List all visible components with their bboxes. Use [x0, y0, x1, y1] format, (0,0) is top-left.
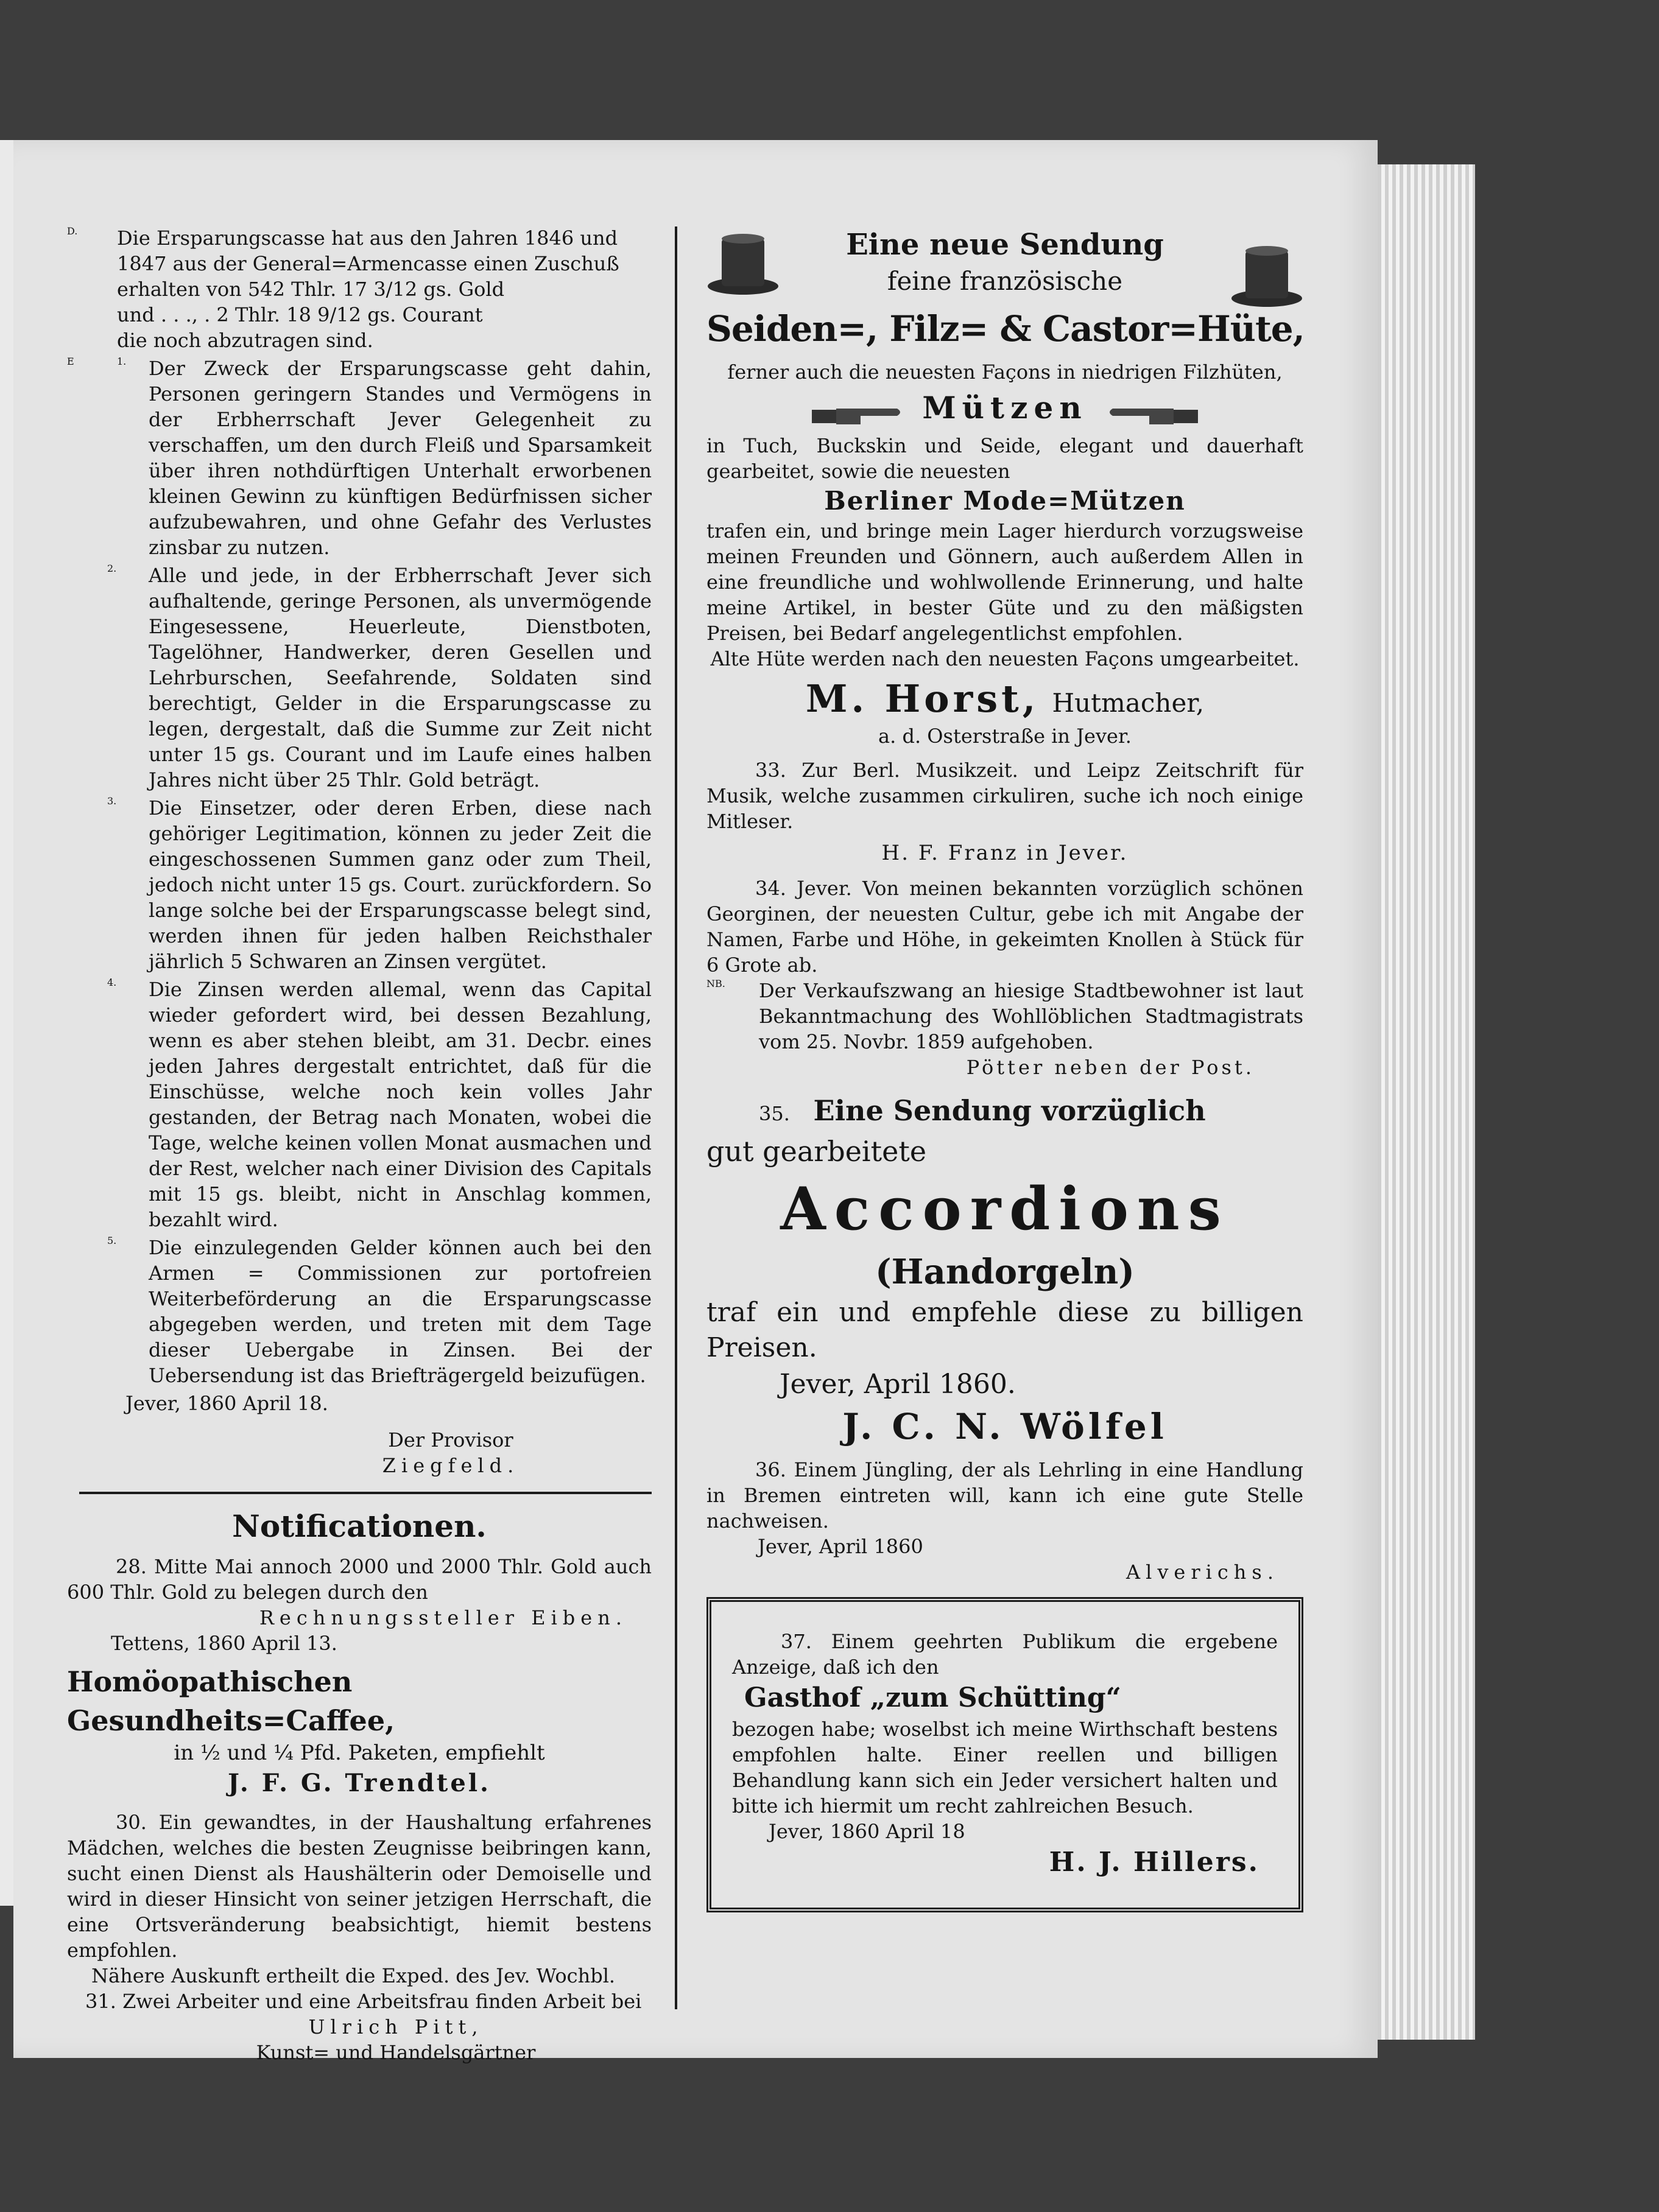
- notice-34: 34. Jever. Von meinen bekannten vorzüglich schönen Georginen, der neuesten Cultur, gebe ich mit Angabe der Namen, Farbe und Höhe, in gekeimten Knollen à Stück für 6 Grote ab.: [706, 876, 1303, 977]
- section-d: [67, 225, 652, 353]
- notice-31: 31. Zwei Arbeiter und eine Arbeitsfrau finden Arbeit bei: [85, 1990, 642, 2013]
- horst-signature: [706, 676, 1303, 721]
- section-rule: [79, 1492, 652, 1494]
- notice-30-info: Nähere Auskunft ertheilt die Exped. des Jev. Wochbl.: [91, 1964, 616, 1987]
- item-number: 4.: [107, 977, 117, 988]
- item-text: Die Einsetzer, oder deren Erben, diese nach gehöriger Legitimation, können zu jeder Zeit die eingeschossenen Summen ganz oder zum Theil, jedoch nicht unter 15 gs. Court. zurückfordern. So lange solche bei der Ersparungscasse belegt sind, werden ihnen für jeden halben Reichsthaler jährlich 5 Schwaren an Zinsen vergütet.: [149, 796, 652, 973]
- section-label: E: [67, 356, 74, 367]
- horst-name: M. Horst,: [805, 676, 1040, 721]
- muetzen-heading: Mützen: [922, 390, 1088, 426]
- notice-37-date: Jever, 1860 April 18: [769, 1819, 965, 1843]
- notice-35-text: traf ein und empfehle diese zu billigen Preisen.: [706, 1296, 1303, 1363]
- pointing-hand-icon: [1107, 404, 1198, 428]
- notice-28: 28. Mitte Mai annoch 2000 und 2000 Thlr. Gold auch 600 Thlr. Gold zu belegen durch den: [67, 1555, 652, 1604]
- hat-ad-body: trafen ein, und bringe mein Lager hierdurch vorzugsweise meinen Freunden und Gönnern, auch außerdem Allen in eine freundliche und wohlwollende Erinnerung, und halte meine Artikel, in bester Güte und zu den mäßigsten Preisen, bei Bedarf angelegentlichst empfohlen.: [706, 519, 1303, 645]
- right-column: [706, 225, 1303, 1912]
- text-line: die noch abzutragen sind.: [117, 329, 373, 352]
- hat-ad-note: Alte Hüte werden nach den neuesten Façons umgearbeitet.: [710, 647, 1300, 670]
- hat-ad-text: in Tuch, Buckskin und Seide, elegant und dauerhaft gearbeitet, sowie die neuesten: [706, 434, 1303, 483]
- column-divider: [675, 226, 677, 2009]
- homoeopathic-ad-title: Homöopathischen Gesundheits=Caffee,: [67, 1665, 395, 1737]
- item-text: Alle und jede, in der Erbherrschaft Jever sich aufhaltende, geringe Personen, als unvermögende Eingesessene, Heuerleute, Dienstboten, Tagelöhner, Handwerker, deren Gesellen und Lehrburschen, Seefahrende, Soldaten sind berechtigt, Gelder in die Ersparungscasse zu legen, dergestalt, daß die Summe zur Zeit nicht unter 15 gs. Courant und im Laufe eines halben Jahres nicht über 25 Thlr. Gold beträgt.: [149, 564, 652, 792]
- gasthof-heading: Gasthof „zum Schütting“: [744, 1682, 1121, 1713]
- book-spine: [0, 140, 13, 1906]
- list-item: [117, 356, 652, 560]
- notice-31-title: Kunst= und Handelsgärtner: [256, 2041, 536, 2064]
- nb-text: Der Verkaufszwang an hiesige Stadtbewohner ist laut Bekanntmachung des Wohllöblichen Stadtmagistrats vom 25. Novbr. 1859 aufgehoben.: [759, 978, 1303, 1053]
- item-number: 5.: [107, 1235, 117, 1246]
- hat-ad-subheading: feine französische: [887, 266, 1123, 296]
- item-number: 1.: [117, 356, 127, 367]
- notice-37: 37. Einem geehrten Publikum die ergebene Anzeige, daß ich den: [732, 1629, 1278, 1679]
- notice-33-signature: H. F. Franz in Jever.: [881, 840, 1129, 865]
- pointing-hand-icon: [812, 404, 903, 428]
- notice-36-date: Jever, April 1860: [758, 1534, 923, 1558]
- homoeopathic-ad-signature: J. F. G. Trendtel.: [228, 1769, 491, 1797]
- notice-35-line1: Eine Sendung vorzüglich: [813, 1094, 1206, 1127]
- nb-note: [706, 978, 1303, 1055]
- notice-35-date: Jever, April 1860.: [780, 1368, 1016, 1400]
- notice-34-signature: Pötter neben der Post.: [966, 1055, 1255, 1079]
- item-text: Der Zweck der Ersparungscasse geht dahin, Personen geringern Standes und Vermögens in der Erbherrschaft Jever Gelegenheit zu verschaffen, um den durch Fleiß und Sparsamkeit über ihren nothdürftigen Unterhalt erworbenen kleinen Gewinn zu künftigen Bedürfnissen sicher aufzubewahren, und ohne Gefahr des Verlustes zinsbar zu nutzen.: [149, 357, 652, 559]
- text-line: und . . ., . 2 Thlr. 18 9/12 gs. Courant: [117, 303, 483, 326]
- accordions-heading: Accordions: [780, 1174, 1230, 1243]
- notice-30: 30. Ein gewandtes, in der Haushaltung erfahrenes Mädchen, welches die besten Zeugnisse beibringen kann, sucht einen Dienst als Haushälterin oder Demoiselle und wird in dieser Hinsicht von seiner jetzigen Herrschaft, die eine Ortsveränderung beabsichtigt, hiemit bestens empfohlen.: [67, 1811, 652, 1962]
- notice-31-signature: Ulrich Pitt,: [308, 2015, 484, 2038]
- section-label: D.: [67, 225, 78, 237]
- notice-36: 36. Einem Jüngling, der als Lehrling in eine Handlung in Bremen eintreten will, kann ich eine gute Stelle nachweisen.: [706, 1458, 1303, 1533]
- notice-35-intro: [706, 1091, 1303, 1133]
- hat-ad-line: ferner auch die neuesten Façons in niedrigen Filzhüten,: [727, 360, 1283, 384]
- signature-name: Ziegfeld.: [382, 1454, 520, 1477]
- handorgeln-heading: (Handorgeln): [875, 1251, 1135, 1292]
- muetzen-row: [706, 390, 1303, 428]
- item-text: Die Zinsen werden allemal, wenn das Capital wieder gefordert wird, bei dessen Bezahlung, wenn es aber stehen bleibt, am 31. Decbr. eines jeden Jahres dergestalt entrichtet, daß für die Einschüsse, welche noch kein volles Jahr gestanden, der Betrag nach Monaten, wobei die Tage, welche keinen vollen Monat ausmachen und der Rest, welcher nach einer Division des Capitals mit 15 gs. bleibt, nicht in Anschlag kommen, bezahlt wird.: [149, 978, 652, 1231]
- horst-address: a. d. Osterstraße in Jever.: [878, 724, 1132, 748]
- notice-35-signature: J. C. N. Wölfel: [842, 1405, 1168, 1447]
- notice-33: 33. Zur Berl. Musikzeit. und Leipz Zeitschrift für Musik, welche zusammen cirkuliren, suche ich noch einige Mitleser.: [706, 758, 1303, 833]
- notice-28-signature: Rechnungssteller Eiben.: [259, 1606, 627, 1629]
- text-line: 1847 aus der General=Armencasse einen Zuschuß: [117, 252, 619, 275]
- page-edges: [1378, 164, 1475, 2040]
- notice-36-signature: Alverichs.: [1125, 1560, 1279, 1584]
- section-e: [67, 356, 652, 560]
- signature-title: Der Provisor: [388, 1428, 513, 1452]
- list-item: [67, 563, 652, 793]
- hat-ad-heading: Eine neue Sendung: [846, 228, 1164, 262]
- notice-28-date: Tettens, 1860 April 13.: [111, 1632, 337, 1655]
- text-line: Die Ersparungscasse hat aus den Jahren 1846 und: [117, 226, 618, 250]
- notifications-heading: Notificationen.: [232, 1508, 487, 1544]
- notice-35-line2: gut gearbeitete: [706, 1134, 927, 1168]
- notice-37-text: bezogen habe; woselbst ich meine Wirthschaft bestens empfohlen halte. Einer reellen und billigen Behandlung kann sich ein Jeder versichert halten und bitte ich hiermit um recht zahlreichen Besuch.: [732, 1717, 1278, 1817]
- date-line: Jever, 1860 April 18.: [125, 1392, 328, 1415]
- list-item: [67, 1235, 652, 1388]
- item-number: 3.: [107, 795, 117, 807]
- homoeopathic-ad-text: in ½ und ¼ Pfd. Paketen, empfiehlt: [174, 1741, 545, 1765]
- list-item: [67, 795, 652, 974]
- left-column: [67, 225, 652, 2065]
- item-number: 2.: [107, 563, 117, 574]
- nb-label: NB.: [706, 977, 725, 989]
- item-text: Die einzulegenden Gelder können auch bei den Armen = Commissionen zur portofreien Weiterbeförderung an die Ersparungscasse abgegeben werden, und treten mit dem Tage dieser Uebergabe in Zinsen. Bei der Uebersendung ist das Briefträgergeld beizufügen.: [149, 1236, 652, 1387]
- text-line: erhalten von 542 Thlr. 17 3/12 gs. Gold: [117, 278, 505, 301]
- top-hat-icon: [706, 225, 780, 298]
- top-hat-icon: [1230, 237, 1303, 311]
- berliner-heading: Berliner Mode=Mützen: [824, 485, 1186, 516]
- horst-title: Hutmacher,: [1052, 687, 1205, 718]
- hat-ad-title: Seiden=, Filz= & Castor=Hüte,: [706, 308, 1305, 349]
- notice-37-signature: H. J. Hillers.: [1049, 1846, 1259, 1878]
- notice-35-number: 35.: [759, 1101, 790, 1125]
- schuetting-ad-frame: [706, 1597, 1303, 1912]
- list-item: [67, 977, 652, 1232]
